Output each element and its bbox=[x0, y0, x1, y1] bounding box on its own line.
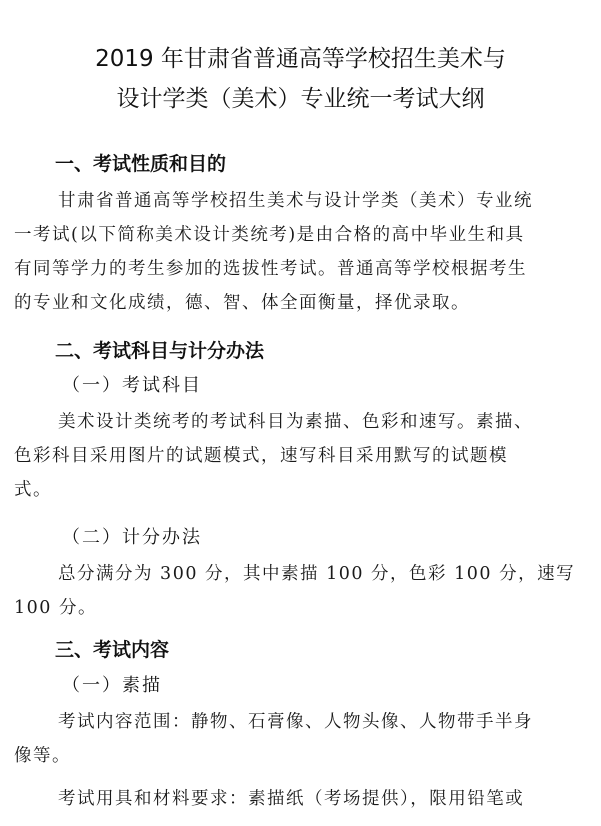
paragraph-line: 考试用具和材料要求：素描纸（考场提供），限用铅笔或 bbox=[58, 789, 525, 809]
paragraph-line: 像等。 bbox=[14, 746, 71, 766]
section-heading-subjects-scoring: 二、考试科目与计分办法 bbox=[55, 340, 265, 362]
section-heading-nature-purpose: 一、考试性质和目的 bbox=[55, 153, 227, 175]
paragraph-line: 色彩科目采用图片的试题模式，速写科目采用默写的试题模 bbox=[14, 446, 508, 466]
section-heading-exam-content: 三、考试内容 bbox=[55, 639, 170, 661]
paragraph-line: 甘肃省普通高等学校招生美术与设计学类（美术）专业统 bbox=[58, 191, 533, 211]
paragraph-sketch-materials bbox=[14, 782, 588, 816]
paragraph-line: 美术设计类统考的考试科目为素描、色彩和速写。素描、 bbox=[58, 412, 533, 432]
document-title-line-1: 2019 年甘肃省普通高等学校招生美术与 bbox=[95, 46, 506, 72]
paragraph-line: 一考试(以下简称美术设计类统考)是由合格的高中毕业生和具 bbox=[14, 225, 525, 245]
paragraph-subjects bbox=[14, 405, 588, 507]
subsection-heading-sketch: （一）素描 bbox=[62, 675, 162, 696]
paragraph-line: 的专业和文化成绩，德、智、体全面衡量，择优录取。 bbox=[14, 293, 470, 313]
subsection-heading-scoring: （二）计分办法 bbox=[62, 527, 202, 548]
paragraph-line: 有同等学力的考生参加的选拔性考试。普通高等学校根据考生 bbox=[14, 259, 527, 279]
paragraph-line: 考试内容范围：静物、石膏像、人物头像、人物带手半身 bbox=[58, 712, 533, 732]
paragraph-line: 总分满分为 300 分，其中素描 100 分，色彩 100 分，速写 bbox=[58, 564, 576, 584]
paragraph-sketch-scope bbox=[14, 705, 588, 773]
paragraph-nature-purpose bbox=[14, 184, 588, 320]
paragraph-line: 100 分。 bbox=[14, 598, 97, 618]
paragraph-line: 式。 bbox=[14, 480, 52, 500]
subsection-heading-subjects: （一）考试科目 bbox=[62, 375, 202, 396]
document-title-line-2: 设计学类（美术）专业统一考试大纲 bbox=[116, 86, 485, 112]
paragraph-scoring bbox=[14, 557, 588, 625]
